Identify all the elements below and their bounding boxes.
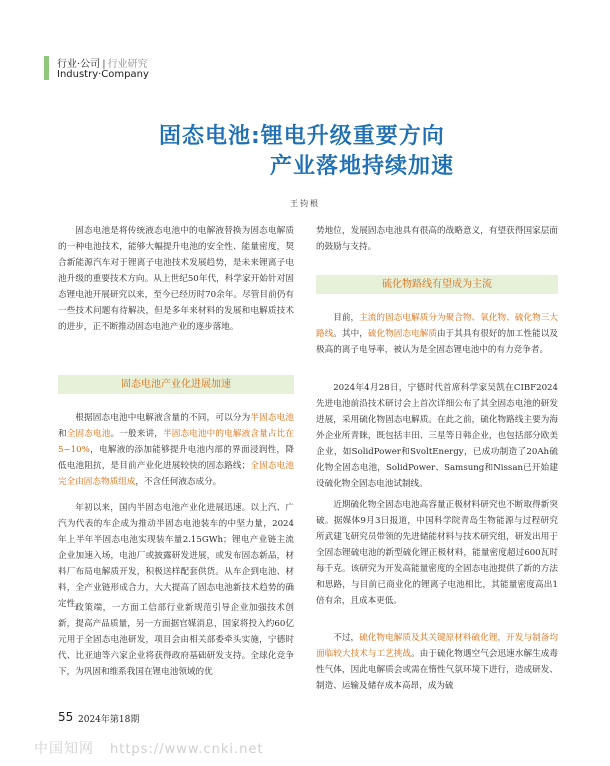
cnki-watermark <box>34 738 263 758</box>
header-accent-stripe <box>44 56 49 80</box>
text-run: 根据固态电池中电解液含量的不同，可以分为 <box>75 413 251 423</box>
highlight-challenges: 硫化物电解质及其关键原材料硫化锂，开发与制备均面临较大技术与工艺挑战 <box>316 633 558 659</box>
paragraph-routes <box>316 310 558 358</box>
paragraph-challenges <box>316 630 558 694</box>
highlight-all-solid-def: 全固态电池完全由固态物质组成 <box>58 461 294 487</box>
author-name: 王钧根 <box>290 199 320 208</box>
header-english-label: Industry·Company <box>57 69 149 80</box>
text-run: ，电解液的添加能够提升电池内部的界面浸润性，降低电池阻抗，是目前产业化进展较快的固态路线； <box>58 445 294 471</box>
intro-paragraph: 固态电池是将传统液态电池中的电解液替换为固态电解质的一种电池技术，能够大幅提升电池的安全性、能量密度，契合新能源汽车对于锂离子电池技术发展趋势，是未来锂离子电池升级的重要技术方向。从上世纪50年代，科学家开始针对固态锂电池开展研究以来，至今已经历时70余年。尽管目前仍有一些技术问题有待解决，但是多年来材料的发展和电解质技术的进步，正不断推动固态电池产业的逐步落地。 <box>58 226 294 332</box>
watermark-url: https://www.cnki.net <box>110 742 264 757</box>
article-title-line-1: 固态电池:锂电升级重要方向 <box>159 124 445 149</box>
paragraph-continuation: 势地位，发展固态电池具有很高的战略意义，有望获得国家层面的鼓励与支持。 <box>316 226 558 252</box>
header-subcategory: 行业研究 <box>107 59 148 70</box>
paragraph-electrolyte-types <box>58 410 294 490</box>
article-title-line-2: 产业落地持续加速 <box>270 154 455 179</box>
text-run: 不过， <box>333 633 360 643</box>
paragraph-cathode: 近期硫化物全固态电池高容量正极材料研究也不断取得新突破。据媒体9月3日报道，中国科学院青岛生物能源与过程研究所武建飞研究员带领的先进储能材料与技术研究组，研发出用于全固态锂硫电池的新型硫化锂正极材料，能量密度超过600瓦时每千克。该研究为开发高能量密度的全固态电池提供了新的方法和思路，与目前已商业化的锂离子电池相比，其能量密度高出1倍有余，且成本更低。 <box>316 500 558 606</box>
highlight-semi-solid: 半固态电池 <box>250 413 294 423</box>
text-run: 。由于硫化物遇空气会迅速水解生成毒性气体，因此电解质会或需在惰性气氛环境下进行，造成研发、制造、运输及储存成本高昂，成为硫 <box>316 649 558 691</box>
paragraph-catl: 2024年4月28日，宁德时代首席科学家吴凯在CIBF2024先进电池前沿技术研讨会上首次详细公布了其全固态电池的研发进展，采用硫化物固态电解质。在此之前，硫化物路线主要为海外企业所青睐，既包括丰田、三星等日韩企业，也包括部分欧美企业，如SolidPower和SvoltEnergy，已成功制造了20Ah硫化物全固态电池，SolidPower、Samsung和Nissan已开始建设硫化物全固态电池试制线。 <box>316 383 558 489</box>
header-category <box>57 55 148 70</box>
text-run: 由于其具有很好的加工性能以及极高的离子电导率，被认为是全固态锂电池中的有力竞争者。 <box>316 329 558 355</box>
highlight-all-solid: 全固态电池 <box>66 429 111 439</box>
text-run: 。其中， <box>333 329 368 339</box>
header-category-label: 行业·公司 <box>57 59 101 70</box>
paragraph-policy: 政策端，一方面工信部行业新规范引导企业加强技术创新，提高产品质量，另一方面据官媒消息，国家将投入约60亿元用于全固态电池研发，项目会由相关部委牵头实施，宁德时代、比亚迪等六家企业将获得政府基础研发支持。全球化竞争下，为巩固和维系我国在锂电池领域的优 <box>58 603 294 677</box>
text-run: 。一般来讲， <box>110 429 163 439</box>
text-run: ，不含任何液态成分。 <box>135 477 222 487</box>
issue-label: 2024年第18期 <box>78 715 140 725</box>
text-run: 目前， <box>333 313 360 323</box>
paragraph-progress: 年初以来，国内半固态电池产业化进展迅速。以上汽、广汽为代表的车企成为推动半固态电池装车的中坚力量，2024年上半年半固态电池实现装车量2.15GWh；锂电产业链主流企业加速入场，电池厂或披露研发进展，或发布固态新品，材料厂布局电解质开发，积极送样配套供货。从车企到电池、材料，全产业链形成合力，大大提高了固态电池新技术趋势的确定性。 <box>58 503 294 609</box>
highlight-electrolyte-ratio: 半固态电池中的电解液含量占比在5~10% <box>58 429 294 455</box>
highlight-sulfide-electrolyte: 硫化物固态电解质 <box>367 329 438 339</box>
text-run: 和 <box>58 429 67 439</box>
section-heading-industrialization: 固态电池产业化进展加速 <box>58 375 294 394</box>
watermark-text: 中国知网 <box>34 741 94 757</box>
section-heading-sulfide: 硫化物路线有望成为主流 <box>316 275 558 294</box>
header-separator: | <box>102 59 106 70</box>
highlight-three-routes: 主流的固态电解质分为聚合物、氧化物、硫化物三大路线 <box>316 313 558 339</box>
page-number: 55 <box>58 710 74 724</box>
